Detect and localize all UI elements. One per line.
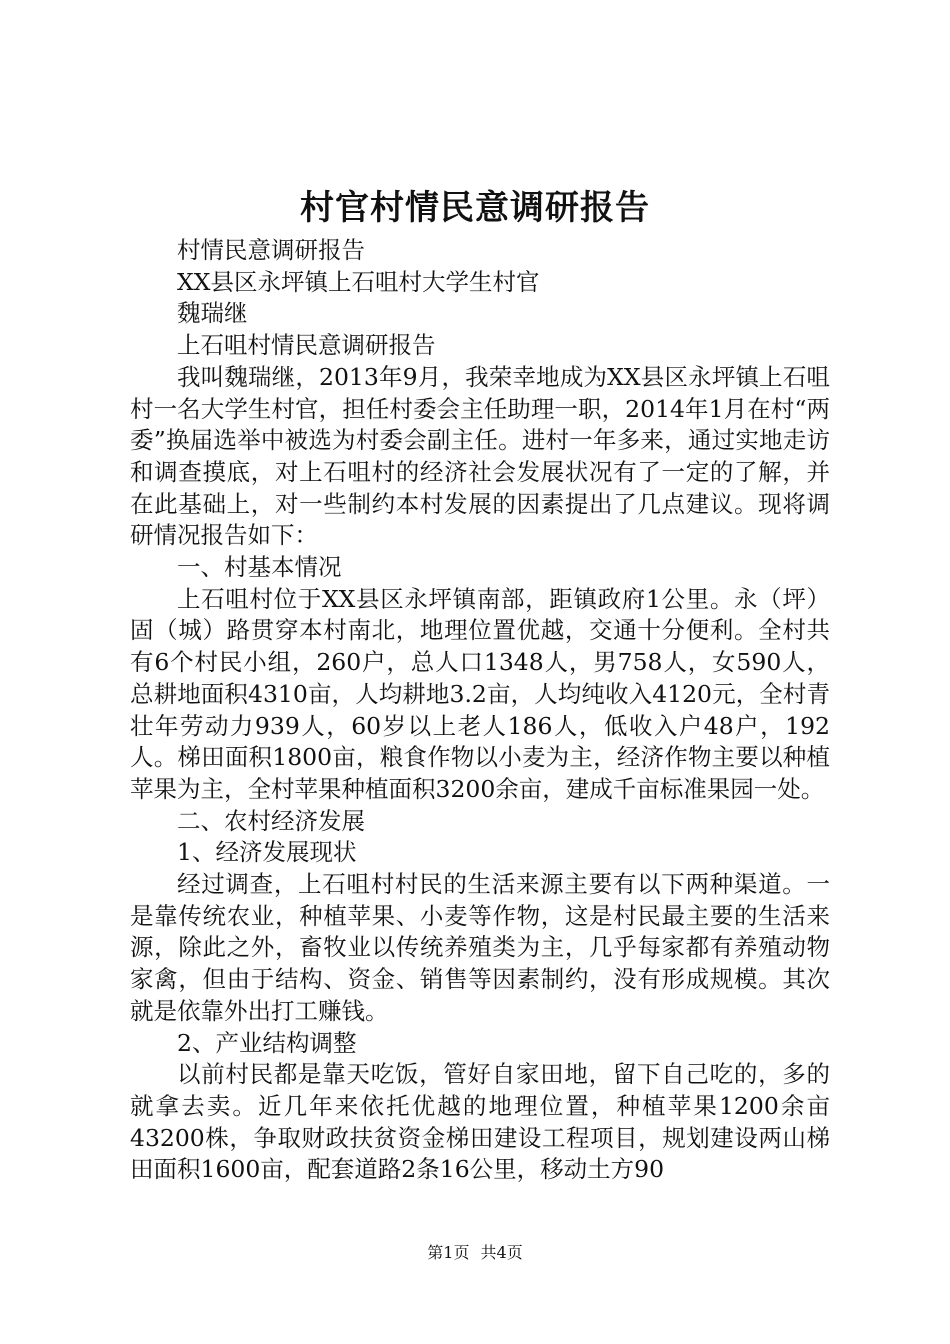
section-heading: 一、村基本情况 [177,553,342,582]
page-footer [0,1243,950,1263]
page-total: 共4页 [480,1243,523,1262]
paragraph: 以前村民都是靠天吃饭，管好自家田地，留下自己吃的，多的就拿去卖。近几年来依托优越的地理位置，种植苹果1200余亩43200株，争取财政扶贫资金梯田建设工程项目，规划建设两山梯田面积1600亩，配套道路2条16公里，移动土方90 [130,1060,830,1184]
paragraph: 上石咀村情民意调研报告 [177,331,436,360]
subsection-heading: 2、产业结构调整 [177,1028,357,1057]
subsection-heading: 1、经济发展现状 [177,838,357,867]
section-heading: 二、农村经济发展 [177,806,365,835]
paragraph: 我叫魏瑞继，2013年9月，我荣幸地成为XX县区永坪镇上石咀村一名大学生村官，担任村委会主任助理一职，2014年1月在村“两委”换届选举中被选为村委会副主任。进村一年多来，通过实地走访和调查摸底，对上石咀村的经济社会发展状况有了一定的了解，并在此基础上，对一些制约本村发展的因素提出了几点建议。现将调研情况报告如下： [130,362,830,550]
paragraph: 上石咀村位于XX县区永坪镇南部，距镇政府1公里。永（坪）固（城）路贯穿本村南北，地理位置优越，交通十分便利。全村共有6个村民小组，260户，总人口1348人，男758人，女590人，总耕地面积4310亩，人均耕地3.2亩，人均纯收入4120元，全村青壮年劳动力939人，60岁以上老人186人，低收入户48户，192人。梯田面积1800亩，粮食作物以小麦为主，经济作物主要以种植苹果为主，全村苹果种植面积3200余亩，建成千亩标准果园一处。 [130,584,830,803]
paragraph: 魏瑞继 [177,299,248,328]
paragraph: XX县区永坪镇上石咀村大学生村官 [177,267,540,296]
paragraph: 经过调查，上石咀村村民的生活来源主要有以下两种渠道。一是靠传统农业，种植苹果、小麦等作物，这是村民最主要的生活来源，除此之外，畜牧业以传统养殖类为主，几乎每家都有养殖动物家禽，但由于结构、资金、销售等因素制约，没有形成规模。其次就是依靠外出打工赚钱。 [130,870,830,1025]
paragraph: 村情民意调研报告 [177,236,365,264]
document-title: 村官村情民意调研报告 [300,188,650,228]
document-body [130,235,830,1186]
page-number: 第1页 [427,1243,470,1262]
